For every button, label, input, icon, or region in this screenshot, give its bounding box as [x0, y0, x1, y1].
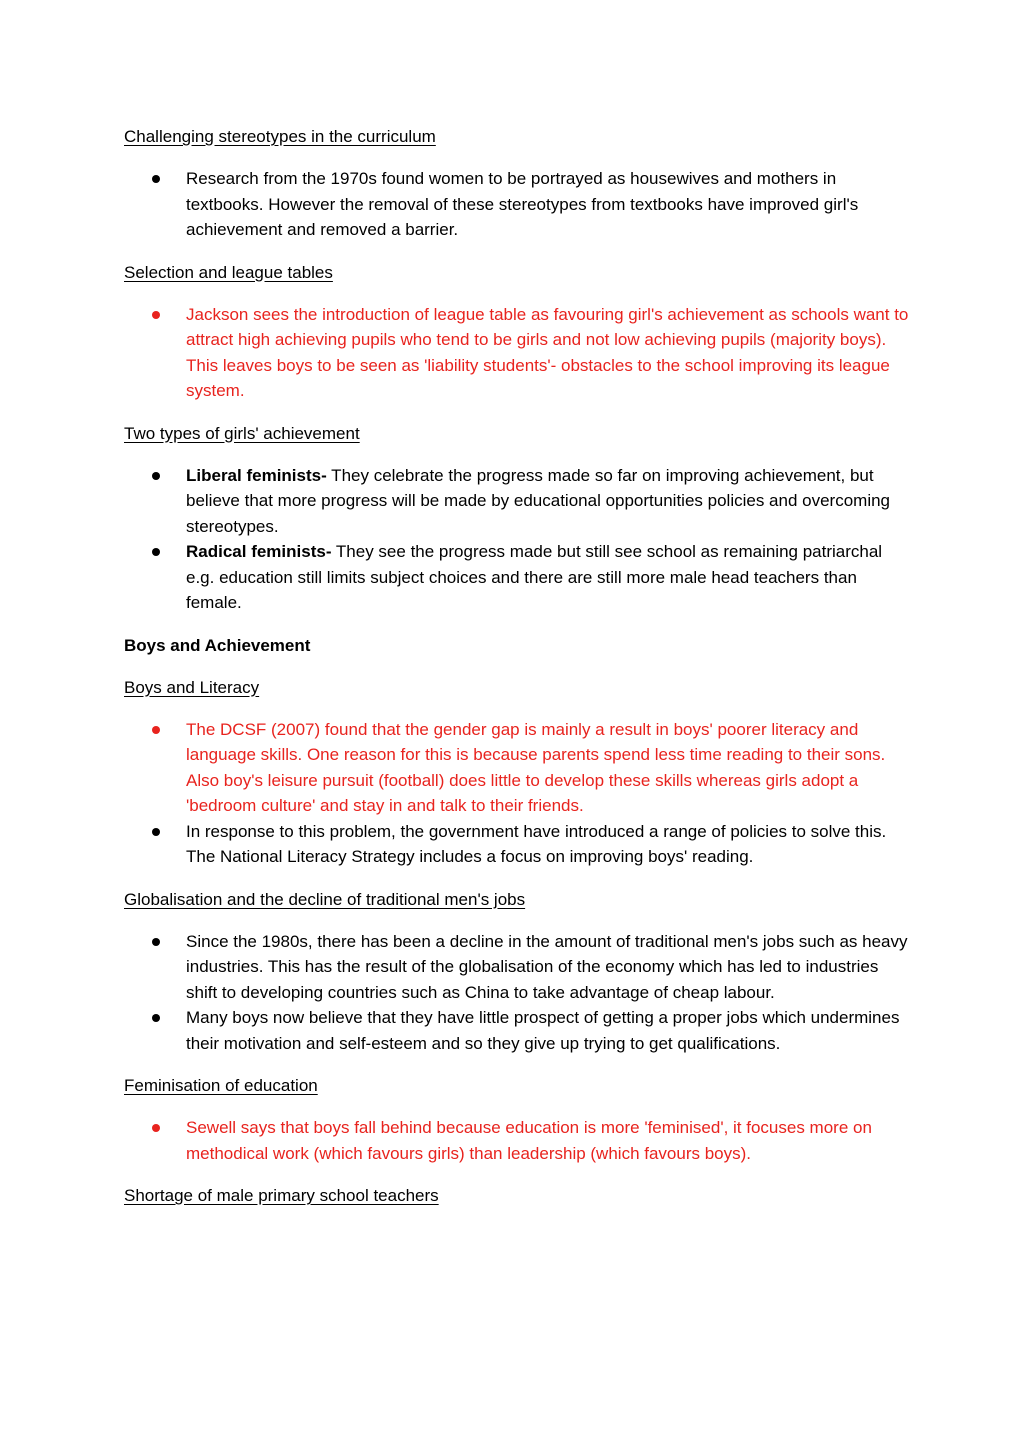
bullet-icon — [152, 938, 160, 946]
list-item — [124, 463, 914, 540]
section-heading-globalisation: Globalisation and the decline of traditional men's jobs — [124, 889, 526, 909]
document-page — [124, 124, 914, 1225]
section-heading-stereotypes: Challenging stereotypes in the curriculum — [124, 127, 436, 146]
bullet-icon — [152, 548, 160, 556]
list-item-text: Many boys now believe that they have little prospect of getting a proper jobs which undermines their motivation and self-esteem and so they give up trying to get qualifications. — [186, 1008, 900, 1053]
list-item-text: Since the 1980s, there has been a decline in the amount of traditional men's jobs such as heavy industries. This has the result of the globalisation of the economy which has led to industries shift to developing countries such as China to take advantage of cheap labour. — [186, 931, 908, 1002]
section-heading-girls-achievement: Two types of girls' achievement — [124, 423, 360, 443]
section-heading-boys-literacy: Boys and Literacy — [124, 677, 260, 697]
section-heading-league-tables: Selection and league tables — [124, 262, 333, 282]
bullet-list-stereotypes — [124, 166, 914, 243]
list-item-text: They see the progress made but still see school as remaining patriarchal e.g. education still limits subject choices and there are still more male head teachers than female. — [186, 542, 883, 612]
list-item-text: In response to this problem, the government have introduced a range of policies to solve this. The National Literacy Strategy includes a focus on improving boys' reading. — [186, 821, 887, 866]
list-item-text: Jackson sees the introduction of league table as favouring girl's achievement as schools want to attract high achieving pupils who tend to be girls and not low achieving pupils (majority boys). This leaves boys to be seen as 'liability students'- obstacles to the school improving its league system. — [186, 304, 909, 400]
list-item — [124, 1115, 914, 1166]
list-item — [124, 929, 914, 1006]
list-item-text: The DCSF (2007) found that the gender gap is mainly a result in boys' poorer literacy and language skills. One reason for this is because parents spend less time reading to their sons. Also boy's leisure pursuit (football) does little to develop these skills whereas girls adopt a 'bedroom culture' and stay in and talk to their friends. — [186, 719, 886, 815]
bullet-list-feminisation — [124, 1115, 914, 1166]
section-heading-male-teachers: Shortage of male primary school teachers — [124, 1186, 439, 1205]
list-item — [124, 166, 914, 243]
bullet-icon — [152, 726, 160, 734]
bullet-list-league-tables — [124, 302, 914, 404]
term-liberal-feminists: Liberal feminists- — [186, 465, 327, 485]
bullet-icon — [152, 828, 160, 836]
bullet-icon — [152, 1124, 160, 1132]
bullet-list-globalisation — [124, 929, 914, 1057]
list-item — [124, 302, 914, 404]
list-item-text: They celebrate the progress made so far on improving achievement, but believe that more progress will be made by educational opportunities policies and overcoming stereotypes. — [186, 465, 891, 536]
bullet-list-girls-achievement — [124, 463, 914, 616]
bullet-icon — [152, 311, 160, 319]
list-item — [124, 539, 914, 616]
bullet-list-boys-literacy — [124, 717, 914, 870]
bullet-icon — [152, 472, 160, 480]
list-item — [124, 1005, 914, 1056]
bullet-icon — [152, 1014, 160, 1022]
term-radical-feminists: Radical feminists- — [186, 542, 332, 561]
section-heading-boys-achievement: Boys and Achievement — [124, 635, 311, 655]
list-item — [124, 717, 914, 819]
list-item-text: Sewell says that boys fall behind because education is more 'feminised', it focuses more on methodical work (which favours girls) than leadership (which favours boys). — [186, 1118, 872, 1163]
section-heading-feminisation: Feminisation of education — [124, 1076, 318, 1095]
list-item-text: Research from the 1970s found women to be portrayed as housewives and mothers in textbooks. However the removal of these stereotypes from textbooks have improved girl's achievement and removed a barrier. — [186, 169, 859, 239]
bullet-icon — [152, 175, 160, 183]
list-item — [124, 819, 914, 870]
